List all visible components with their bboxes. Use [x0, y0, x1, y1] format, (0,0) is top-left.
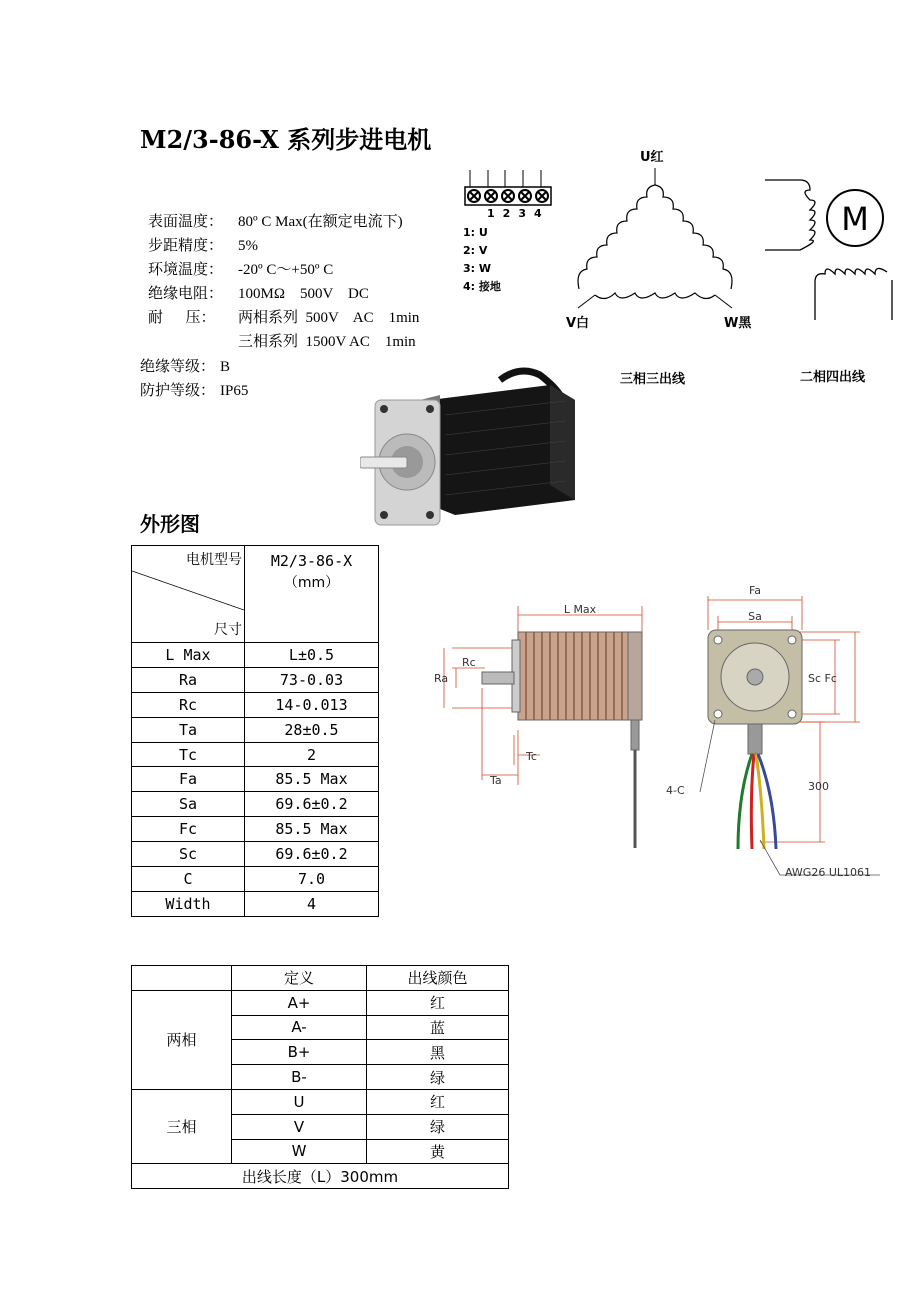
table-row: Sa 69.6±0.2	[132, 792, 379, 817]
svg-text:M: M	[841, 200, 869, 238]
table-row: Sc 69.6±0.2	[132, 842, 379, 867]
dimension-header-diagonal: 电机型号 尺寸	[132, 546, 245, 643]
svg-text:Ra: Ra	[434, 672, 449, 685]
two-phase-coil-diagram	[760, 170, 910, 330]
table-row: B- 绿	[132, 1065, 509, 1090]
table-row: 三相 U 红	[132, 1089, 509, 1114]
svg-text:AWG26 UL1061: AWG26 UL1061	[785, 866, 871, 879]
svg-text:Sc Fc: Sc Fc	[808, 672, 837, 685]
svg-text:300: 300	[808, 780, 829, 793]
svg-text:Ta: Ta	[490, 774, 502, 787]
table-row: Fa 85.5 Max	[132, 767, 379, 792]
spec-insulation-resistance: 绝缘电阻： 100MΩ 500V DC	[148, 286, 369, 302]
svg-text:L Max: L Max	[563, 603, 597, 616]
svg-text:Tc: Tc	[526, 750, 537, 763]
table-row: L Max L±0.5	[132, 643, 379, 668]
two-phase-group: 两相	[132, 990, 232, 1089]
front-view-drawing	[660, 580, 900, 890]
svg-text:Rc: Rc	[462, 656, 476, 669]
table-row: Fc 85.5 Max	[132, 817, 379, 842]
spec-surface-temp: 表面温度： 80º C Max(在额定电流下)	[148, 214, 403, 230]
table-row: Width 4	[132, 891, 379, 916]
dimension-header-model: M2/3-86-X （mm）	[245, 546, 379, 643]
spec-step-accuracy: 步距精度： 5%	[148, 238, 258, 254]
spec-protection-class: 防护等级： IP65	[140, 383, 249, 399]
three-phase-caption: 三相三出线	[620, 372, 686, 387]
table-row: W 黄	[132, 1139, 509, 1164]
table-row: V 绿	[132, 1114, 509, 1139]
svg-text:4-C: 4-C	[666, 784, 685, 797]
table-row: B+ 黑	[132, 1040, 509, 1065]
table-row: 两相 A+ 红	[132, 990, 509, 1015]
table-row: A- 蓝	[132, 1015, 509, 1040]
table-row: Rc 14-0.013	[132, 692, 379, 717]
motor-product-photo	[360, 355, 590, 530]
table-header-row: 定义 出线颜色	[132, 966, 509, 991]
spec-withstand-voltage: 耐 压： 两相系列 500V AC 1min	[148, 310, 420, 326]
side-view-drawing	[430, 580, 660, 860]
svg-text:Sa: Sa	[748, 610, 762, 623]
three-phase-coil-diagram	[560, 150, 770, 330]
dimension-table	[131, 545, 379, 917]
label-v-white: V白	[566, 316, 590, 331]
table-row: Ra 73-0.03	[132, 667, 379, 692]
table-row: Tc 2	[132, 742, 379, 767]
spec-withstand-voltage-3ph: 三相系列 1500V AC 1min	[238, 334, 416, 350]
label-w-black: W黑	[724, 316, 752, 331]
two-phase-caption: 二相四出线	[800, 370, 866, 385]
table-row: Ta 28±0.5	[132, 717, 379, 742]
spec-insulation-class: 绝缘等级： B	[140, 359, 231, 375]
terminal-legend: 1: U 2: V 3: W 4: 接地	[463, 226, 501, 293]
page-title: M2/3-86-X 系列步进电机	[140, 125, 432, 154]
terminal-numbers: 1234	[487, 207, 550, 220]
svg-text:Fa: Fa	[748, 584, 762, 597]
table-row: C 7.0	[132, 867, 379, 892]
table-footer-row: 出线长度（L）300mm	[132, 1164, 509, 1189]
wire-definition-table	[131, 965, 509, 1189]
three-phase-group: 三相	[132, 1089, 232, 1163]
spec-ambient-temp: 环境温度： -20º C～+50º C	[148, 262, 334, 278]
outline-heading: 外形图	[140, 512, 200, 536]
label-u-red: U红	[640, 150, 664, 165]
